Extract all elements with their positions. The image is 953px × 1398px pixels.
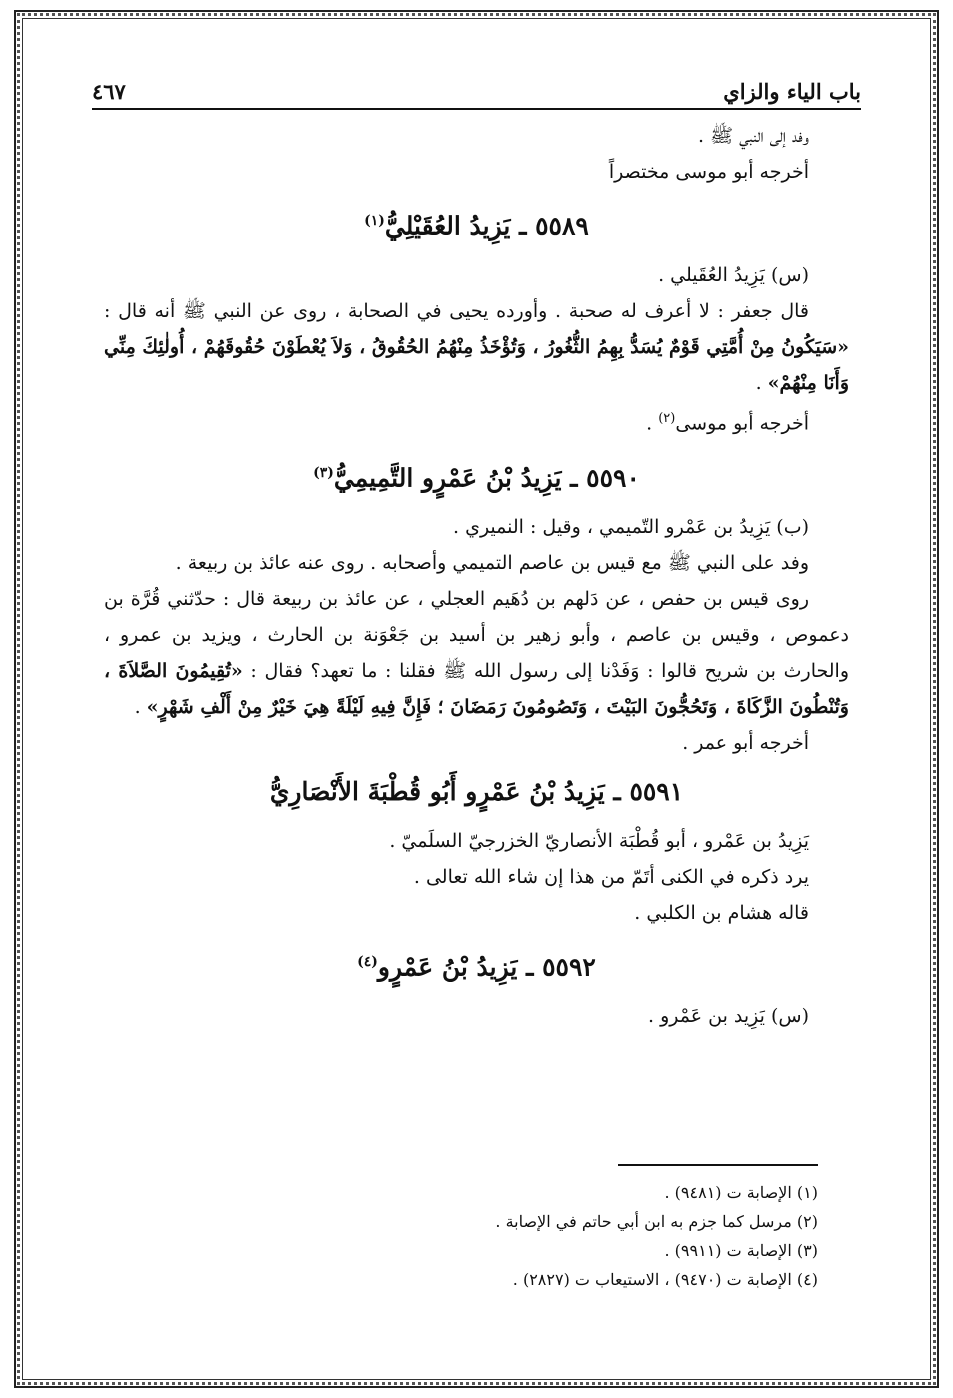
hadith-quote: «تُقِيمُونَ الصَّلاَةَ ، وَتُنْطُونَ الزَّكَاةَ ، وَتَحُجُّونَ البَيْتَ ، وَتَصُومُونَ رَمَضَانَ ؛ فَإِنَّ فِيهِ لَيْلَةً هِيَ خَيْرٌ مِنْ أَلْفِ شَهْرٍ» bbox=[104, 659, 849, 718]
footnote-ref: (٢) bbox=[658, 411, 676, 427]
footnote: (٢) مرسل كما جزم به ابن أبي حاتم في الإصابة . bbox=[495, 1212, 818, 1231]
punctuation: . bbox=[134, 695, 147, 718]
entry-title: ٥٥٩١ ـ يَزِيدُ بْنُ عَمْرٍو أَبُو قُطْبَةَ الأَنْصَارِيُّ bbox=[269, 776, 684, 806]
page-header bbox=[92, 70, 861, 110]
entry-heading-5590 bbox=[104, 452, 849, 499]
entry-heading-5592 bbox=[104, 941, 849, 988]
footnote: (٣) الإصابة ت (٩٩١١) . bbox=[664, 1241, 818, 1260]
entry-title: ٥٥٩٠ ـ يَزِيدُ بْنُ عَمْرٍو التَّمِيمِيُّ bbox=[333, 462, 640, 492]
paragraph: وفد على النبي ﷺ مع قيس بن عاصم التميمي وأصحابه . روى عنه عائذ بن ربيعة . bbox=[175, 551, 809, 574]
paragraph bbox=[104, 293, 849, 401]
footnotes bbox=[104, 1178, 818, 1294]
footnote: (١) الإصابة ت (٩٤٨١) . bbox=[664, 1183, 818, 1202]
paragraph-text: قال جعفر : لا أعرف له صحبة . وأورده يحيى في الصحابة ، روى عن النبي ﷺ أنه قال : bbox=[104, 300, 809, 323]
footnote-ref: (٣) bbox=[313, 464, 334, 481]
paragraph-text: أخرجه أبو موسى bbox=[675, 412, 809, 435]
footnote-divider bbox=[618, 1164, 818, 1166]
paragraph-text: روى قيس بن حفص ، عن دَلهم بن دُهَيم العجلي ، عن عائذ بن ربيعة قال : حدّثني قُرَّة بن دعموص ، وقيس بن عاصم ، وأبو زهير بن أسيد بن جَعْوَنة بن الحارث ، ويزيد بن عمرو ، والحارث بن شريح قالوا : وَفَدْنا إلى رسول الله ﷺ فقلنا : ما تعهد؟ فقال : bbox=[104, 587, 849, 682]
entry-heading-5589 bbox=[104, 200, 849, 247]
paragraph: قاله هشام بن الكلبي . bbox=[634, 901, 809, 924]
footnote-ref: (١) bbox=[364, 213, 385, 229]
punctuation: . bbox=[755, 372, 768, 395]
main-text bbox=[104, 118, 849, 1034]
page-number: ٤٦٧ bbox=[92, 79, 126, 104]
paragraph: يَزِيدُ بن عَمْرو ، أبو قُطْبَة الأنصاريّ الخزرجيّ السلَميّ . bbox=[389, 829, 809, 852]
paragraph: أخرجه أبو موسى$^{(٢)}$ . bbox=[646, 411, 809, 435]
entry-title: ٥٥٩٢ ـ يَزِيدُ بْنُ عَمْرٍو bbox=[377, 952, 596, 982]
footnote-ref: (٤) bbox=[357, 953, 378, 970]
paragraph: يرد ذكره في الكنى أتَمّ من هذا إن شاء الله تعالى . bbox=[413, 865, 809, 888]
hadith-quote: «سَيَكُونُ مِنْ أُمَّتِي قَوْمٌ يُسَدُّ بِهِمُ الثُّغُورُ ، وَتُؤْخَذُ مِنْهُمُ الحُقُوقُ ، وَلاَ يُعْطَوْنَ حُقُوقَهُمْ ، أُولٰئِكَ مِنِّي وَأَنَا مِنْهُمْ» bbox=[104, 336, 849, 395]
paragraph: (س) يَزِيد بن عَمْرو . bbox=[648, 1005, 809, 1028]
paragraph: (ب) يَزِيدُ بن عَمْرو التّميمي ، وقيل : النميري . bbox=[453, 515, 809, 538]
footnote: (٤) الإصابة ت (٩٤٧٠) ، الاستيعاب ت (٢٨٢٧) . bbox=[512, 1270, 818, 1289]
paragraph: (س) يَزِيدُ العُقَيلي . bbox=[658, 264, 809, 287]
paragraph: أخرجه أبو عمر . bbox=[682, 731, 809, 754]
entry-heading-5591 bbox=[104, 771, 849, 813]
paragraph bbox=[104, 581, 849, 725]
paragraph: أخرجه أبو موسى مختصراً bbox=[608, 161, 809, 183]
entry-title: ٥٥٨٩ ـ يَزِيدُ العُقَيْلِيُّ bbox=[384, 211, 589, 241]
running-title: باب الياء والزاي bbox=[723, 79, 861, 104]
paragraph: وفد إلى النبي ﷺ . bbox=[698, 125, 809, 147]
